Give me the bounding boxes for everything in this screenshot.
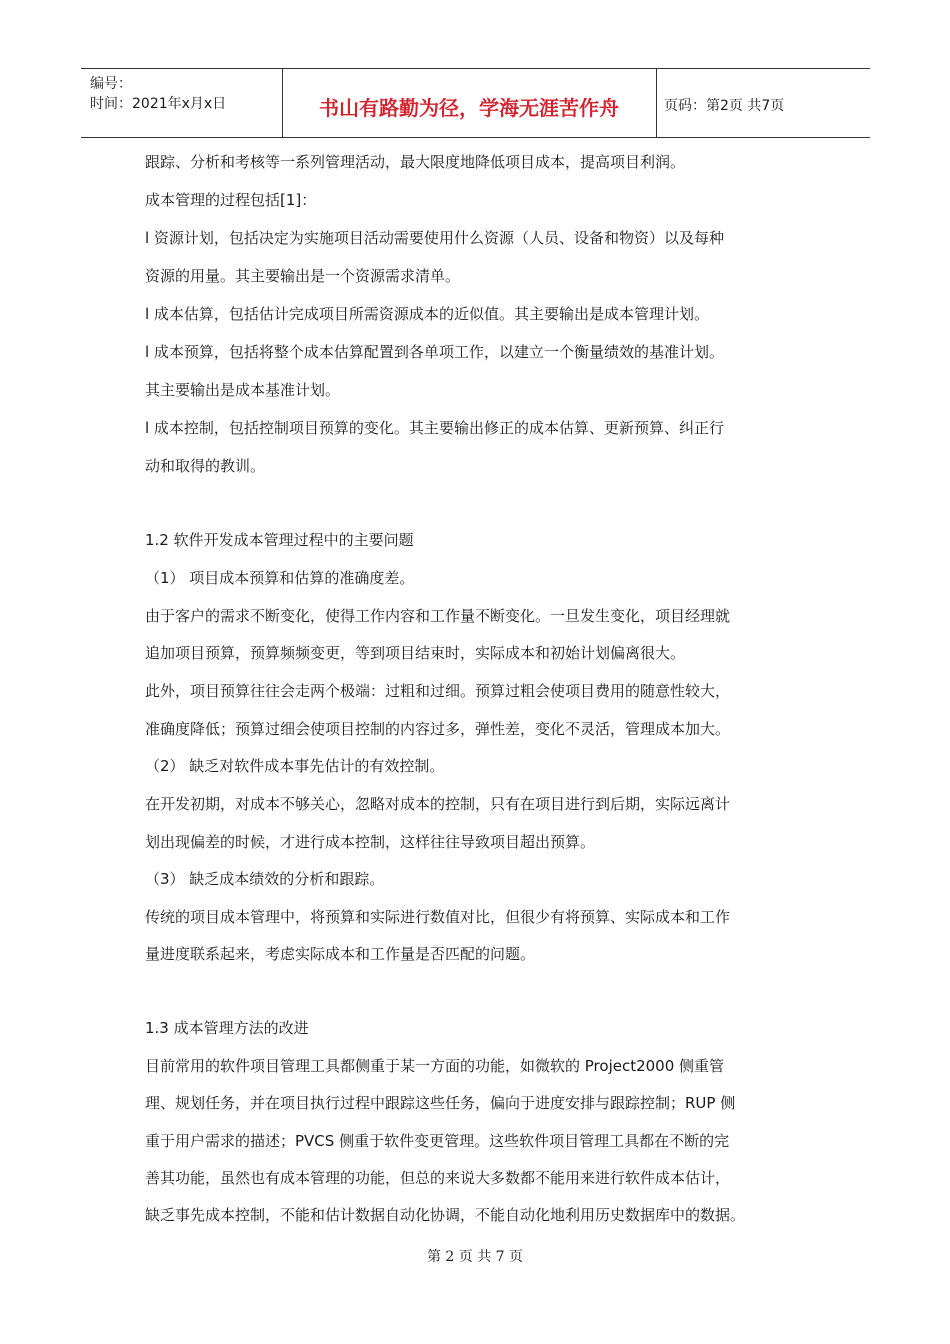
text-line: 划出现偏差的时候，才进行成本控制，这样往往导致项目超出预算。 (145, 833, 596, 851)
header-meta-cell (81, 69, 283, 137)
text-line: l 成本预算，包括将整个成本估算配置到各单项工作，以建立一个衡量绩效的基准计划。 (145, 343, 724, 361)
text-line: 此外，项目预算往往会走两个极端：过粗和过细。预算过粗会使项目费用的随意性较大， (145, 682, 731, 700)
text-line: 资源的用量。其主要输出是一个资源需求清单。 (145, 267, 461, 285)
text-line: 目前常用的软件项目管理工具都侧重于某一方面的功能，如微软的 Project2000 侧重管 (145, 1057, 725, 1075)
header-motto-cell (282, 69, 657, 137)
text-line: 动和取得的教训。 (145, 457, 266, 475)
time-label: 时间：2021年x月x日 (90, 96, 227, 112)
text-line: 善其功能，虽然也有成本管理的功能，但总的来说大多数都不能用来进行软件成本估计， (145, 1169, 731, 1187)
page-footer: 第 2 页 共 7 页 (426, 1249, 524, 1265)
text-line: 成本管理的过程包括[1]： (145, 191, 317, 209)
text-line: l 资源计划，包括决定为实施项目活动需要使用什么资源（人员、设备和物资）以及每种 (145, 229, 724, 247)
page-indicator: 页码：第2页 共7页 (664, 98, 785, 114)
text-line: 在开发初期，对成本不够关心，忽略对成本的控制，只有在项目进行到后期，实际远离计 (145, 795, 731, 813)
text-line: 跟踪、分析和考核等一系列管理活动，最大限度地降低项目成本，提高项目利润。 (145, 153, 686, 171)
text-line: 量进度联系起来，考虑实际成本和工作量是否匹配的问题。 (145, 945, 536, 963)
text-line: 追加项目预算，预算频频变更，等到项目结束时，实际成本和初始计划偏离很大。 (145, 644, 686, 662)
text-line: 由于客户的需求不断变化，使得工作内容和工作量不断变化。一旦发生变化，项目经理就 (145, 607, 731, 625)
text-line: 传统的项目成本管理中，将预算和实际进行数值对比，但很少有将预算、实际成本和工作 (145, 908, 731, 926)
subheading: （3） 缺乏成本绩效的分析和跟踪。 (145, 870, 385, 888)
page-header (81, 68, 870, 138)
subheading: （1） 项目成本预算和估算的准确度差。 (145, 569, 415, 587)
text-line: l 成本控制，包括控制项目预算的变化。其主要输出修正的成本估算、更新预算、纠正行 (145, 419, 724, 437)
text-line: 准确度降低；预算过细会使项目控制的内容过多，弹性差，变化不灵活，管理成本加大。 (145, 720, 731, 738)
text-line: 其主要输出是成本基准计划。 (145, 381, 341, 399)
text-line: 重于用户需求的描述；PVCS 侧重于软件变更管理。这些软件项目管理工具都在不断的完 (145, 1132, 730, 1150)
text-line: 缺乏事先成本控制，不能和估计数据自动化协调，不能自动化地利用历史数据库中的数据。 (145, 1206, 746, 1224)
section-heading: 1.3 成本管理方法的改进 (145, 1019, 309, 1037)
motto: 书山有路勤为径，学海无涯苦作舟 (319, 96, 619, 120)
text-line: l 成本估算，包括估计完成项目所需资源成本的近似值。其主要输出是成本管理计划。 (145, 305, 709, 323)
number-label: 编号： (90, 76, 132, 92)
section-heading: 1.2 软件开发成本管理过程中的主要问题 (145, 531, 414, 549)
text-line: 理、规划任务，并在项目执行过程中跟踪这些任务，偏向于进度安排与跟踪控制；RUP 侧 (145, 1094, 736, 1112)
subheading: （2） 缺乏对软件成本事先估计的有效控制。 (145, 757, 445, 775)
